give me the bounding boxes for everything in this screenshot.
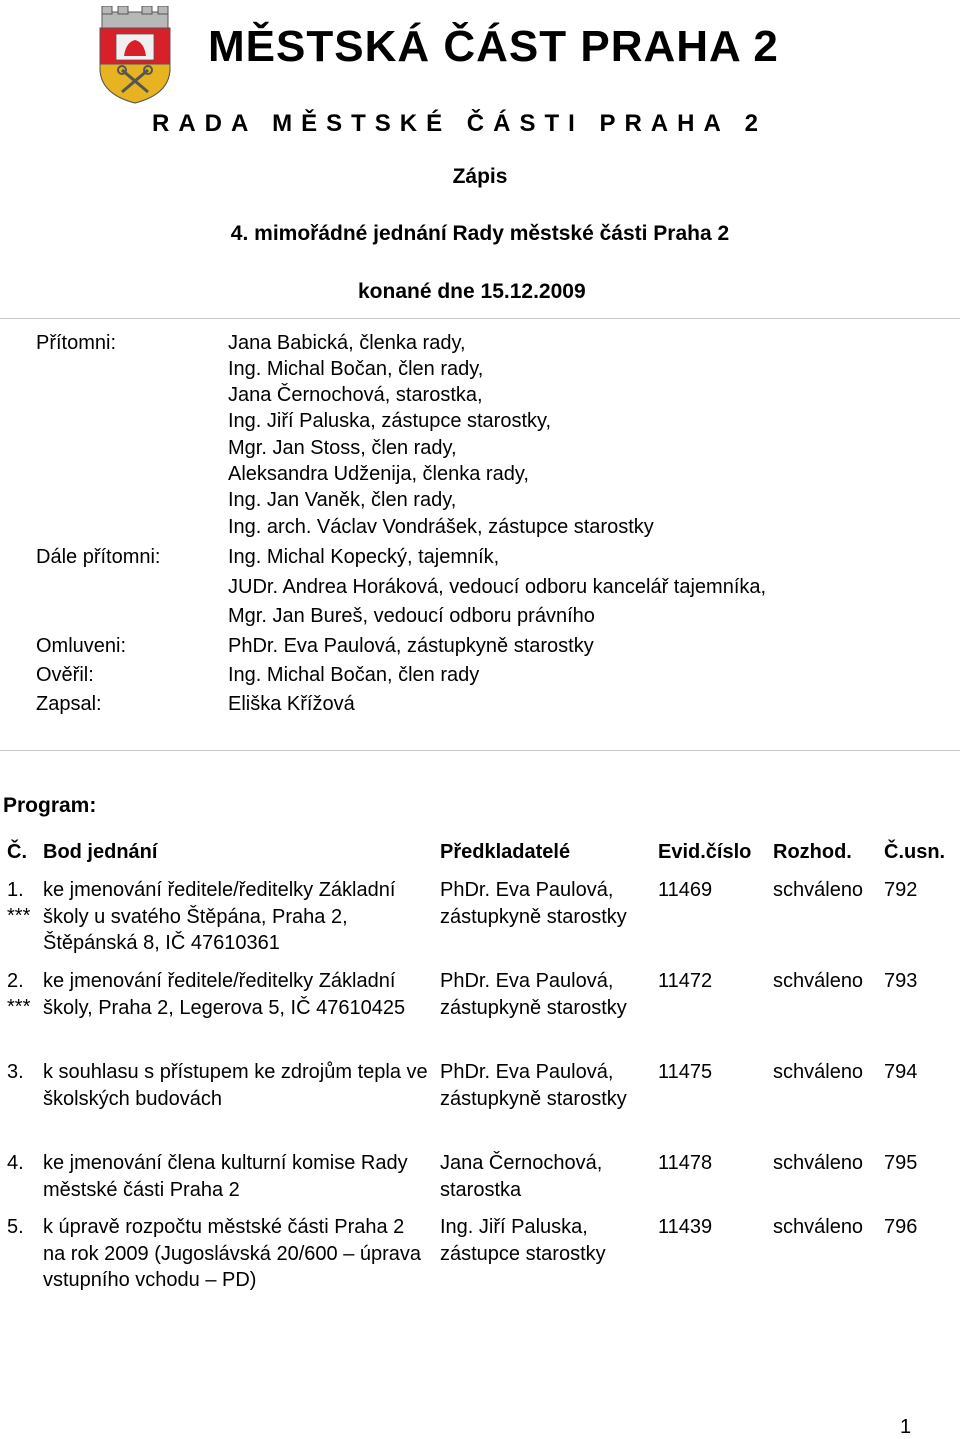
row-presenter: PhDr. Eva Paulová, zástupkyně starostky xyxy=(440,970,627,1019)
recorded-value: Eliška Křížová xyxy=(228,693,355,715)
row-evid: 11469 xyxy=(658,879,713,901)
col-header-decision: Rozhod. xyxy=(773,841,852,863)
present-member: Jana Babická, členka rady, xyxy=(228,332,466,354)
row-evid: 11475 xyxy=(658,1061,713,1083)
row-presenter: PhDr. Eva Paulová, zástupkyně starostky xyxy=(440,879,627,928)
row-title: k úpravě rozpočtu městské části Praha 2 na rok 2009 (Jugoslávská 20/600 – úprava vstupního vchodu – PD) xyxy=(43,1216,422,1291)
present-member: Ing. Michal Bočan, člen rady, xyxy=(228,358,484,380)
row-evid: 11472 xyxy=(658,970,713,992)
header-subtitle: RADA MĚSTSKÉ ČÁSTI PRAHA 2 xyxy=(152,110,767,137)
meeting-name: 4. mimořádné jednání Rady městské části Praha 2 xyxy=(230,222,730,245)
row-decision: schváleno xyxy=(773,970,864,992)
row-title: k souhlasu s přístupem ke zdrojům tepla ve školských budovách xyxy=(43,1061,428,1110)
program-heading: Program: xyxy=(3,794,97,817)
recorded-label: Zapsal: xyxy=(36,693,102,715)
excused-label: Omluveni: xyxy=(36,635,127,657)
row-evid: 11439 xyxy=(658,1216,713,1238)
verified-label: Ověřil: xyxy=(36,664,94,686)
row-number: 1. xyxy=(7,879,24,901)
row-resolution: 794 xyxy=(884,1061,918,1083)
present-member: Jana Černochová, starostka, xyxy=(228,384,483,406)
present-label: Přítomni: xyxy=(36,332,117,354)
row-number: 5. xyxy=(7,1216,24,1238)
row-presenter: Ing. Jiří Paluska, zástupce starostky xyxy=(440,1216,606,1265)
row-resolution: 793 xyxy=(884,970,918,992)
also-present-member: Mgr. Jan Bureš, vedoucí odboru právního xyxy=(228,605,595,627)
verified-value: Ing. Michal Bočan, člen rady xyxy=(228,664,480,686)
row-presenter: PhDr. Eva Paulová, zástupkyně starostky xyxy=(440,1061,627,1110)
page-number: 1 xyxy=(900,1416,912,1438)
row-presenter: Jana Černochová, starostka xyxy=(440,1152,603,1201)
also-present-label: Dále přítomni: xyxy=(36,546,161,568)
excused-value: PhDr. Eva Paulová, zástupkyně starostky xyxy=(228,635,594,657)
row-number: 2. xyxy=(7,970,24,992)
row-title: ke jmenování člena kulturní komise Rady městské části Praha 2 xyxy=(43,1152,408,1201)
present-member: Aleksandra Udženija, členka rady, xyxy=(228,463,529,485)
also-present-member: JUDr. Andrea Horáková, vedoucí odboru kancelář tajemníka, xyxy=(228,576,767,598)
present-member: Ing. arch. Václav Vondrášek, zástupce starostky xyxy=(228,516,654,538)
row-evid: 11478 xyxy=(658,1152,713,1174)
col-header-number: Č. xyxy=(7,841,27,863)
col-header-resolution: Č.usn. xyxy=(884,841,946,863)
top-divider xyxy=(0,318,960,319)
coat-of-arms-logo xyxy=(96,6,174,104)
col-header-evid: Evid.číslo xyxy=(658,841,752,863)
present-member: Mgr. Jan Stoss, člen rady, xyxy=(228,437,457,459)
row-mark: *** xyxy=(7,905,31,927)
row-resolution: 795 xyxy=(884,1152,918,1174)
row-title: ke jmenování ředitele/ředitelky Základní školy u svatého Štěpána, Praha 2, Štěpánská 8, IČ 47610361 xyxy=(43,879,396,954)
col-header-item: Bod jednání xyxy=(43,841,158,863)
present-member: Ing. Jan Vaněk, člen rady, xyxy=(228,489,457,511)
row-number: 3. xyxy=(7,1061,24,1083)
meeting-date: konané dne 15.12.2009 xyxy=(358,280,586,303)
header-title: MĚSTSKÁ ČÁST PRAHA 2 xyxy=(208,22,779,71)
row-decision: schváleno xyxy=(773,879,864,901)
present-member: Ing. Jiří Paluska, zástupce starostky, xyxy=(228,410,552,432)
row-decision: schváleno xyxy=(773,1216,864,1238)
col-header-presenter: Předkladatelé xyxy=(440,841,571,863)
row-decision: schváleno xyxy=(773,1061,864,1083)
row-title: ke jmenování ředitele/ředitelky Základní školy, Praha 2, Legerova 5, IČ 47610425 xyxy=(43,970,406,1019)
row-mark: *** xyxy=(7,996,31,1018)
document-title: Zápis xyxy=(452,165,508,188)
row-number: 4. xyxy=(7,1152,24,1174)
row-resolution: 796 xyxy=(884,1216,918,1238)
row-decision: schváleno xyxy=(773,1152,864,1174)
middle-divider xyxy=(0,750,960,751)
also-present-member: Ing. Michal Kopecký, tajemník, xyxy=(228,546,500,568)
row-resolution: 792 xyxy=(884,879,918,901)
